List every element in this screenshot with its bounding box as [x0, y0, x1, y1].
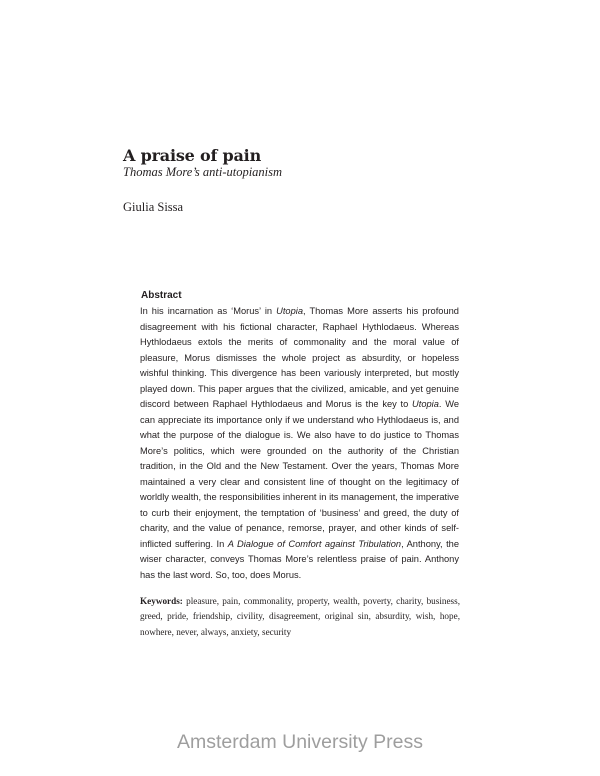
abstract-title-utopia: Utopia — [412, 399, 439, 409]
publisher-watermark: Amsterdam University Press — [177, 731, 423, 753]
abstract-heading: Abstract — [141, 290, 182, 301]
author-name: Giulia Sissa — [123, 200, 184, 214]
article-title: A praise of pain — [123, 146, 261, 165]
abstract-text-segment: . We can appreciate its importance only if we understand who Hythlodaeus is, and what the purpose of the dialogue is. We also have to do justice to Thomas More’s politics, which were grounded on the authority of the Christian tradition, in the Old and the New Testament. Over the years, Thomas More maintained a very clear and consistent line of thought on the legitimacy of worldly wealth, the responsibilities inherent in its management, the imperative to curb their enjoyment, the temptation of ‘business’ and greed, the duty of charity, and the value of penance, remorse, prayer, and other kinds of self-inflicted suffering. In — [140, 399, 459, 549]
abstract-title-dialogue: A Dialogue of Comfort against Tribulation — [227, 538, 402, 549]
keywords-list: pleasure, pain, commonality, property, wealth, poverty, charity, business, greed, pride, friendship, civility, disagreement, original sin, absurdity, wish, hope, nowhere, never, always, anxiety, security — [140, 596, 460, 637]
article-subtitle: Thomas More’s anti-utopianism — [123, 165, 283, 179]
abstract-text-segment: In his incarnation as ‘Morus’ in — [140, 306, 277, 316]
abstract-body — [140, 304, 459, 583]
abstract-text-segment: , Thomas More asserts his profound disagreement with his fictional character, Raphael Hythlodaeus. Whereas Hythlodaeus extols the merits of commonality and the moral value of pleasure, Morus dismisses the whole project as absurdity, or hopeless wishful thinking. This divergence has been variously interpreted, but mostly played down. This paper argues that the civilized, amicable, and yet genuine discord between Raphael Hythlodaeus and Morus is the key to — [140, 306, 459, 409]
keywords-label: Keywords: — [140, 596, 183, 606]
keywords — [140, 594, 460, 640]
abstract-title-utopia: Utopia — [276, 306, 303, 316]
abstract-text-segment: , Anthony, the wiser character, conveys Thomas More’s relentless praise of pain. Anthony has the last word. So, too, does Morus. — [140, 538, 459, 580]
